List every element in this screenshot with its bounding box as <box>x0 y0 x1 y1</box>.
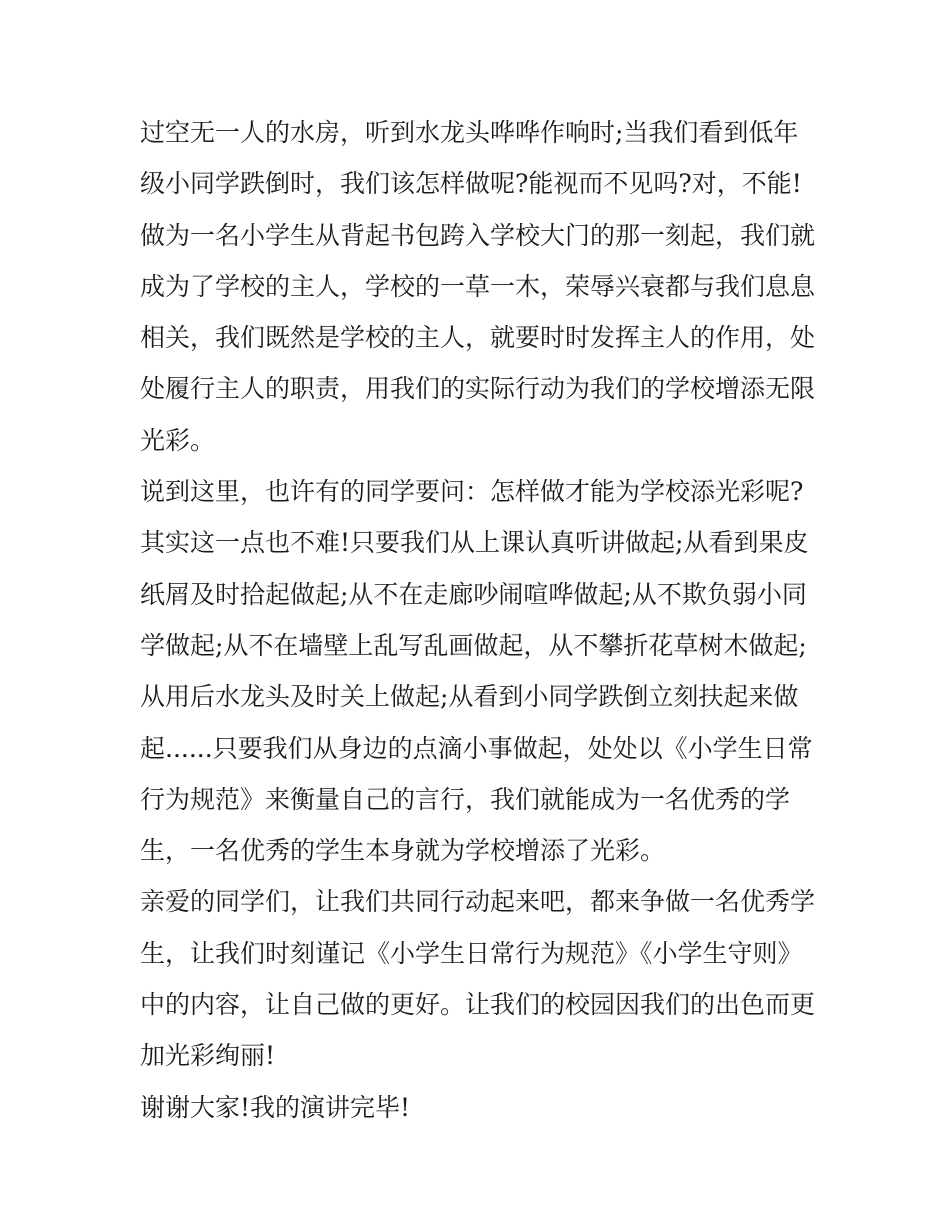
text-line: 光彩。 <box>140 425 216 455</box>
text-line: 其实这一点也不难!只要我们从上课认真听讲做起;从看到果皮 <box>140 528 809 558</box>
text-line: 从用后水龙头及时关上做起;从看到小同学跌倒立刻扶起来做 <box>140 682 799 712</box>
text-line: 成为了学校的主人，学校的一草一木，荣辱兴衰都与我们息息 <box>140 271 816 301</box>
text-line: 亲爱的同学们，让我们共同行动起来吧，都来争做一名优秀学 <box>140 887 816 917</box>
text-line: 做为一名小学生从背起书包跨入学校大门的那一刻起，我们就 <box>140 220 816 250</box>
text-line: 纸屑及时拾起做起;从不在走廊吵闹喧哗做起;从不欺负弱小同 <box>140 579 807 609</box>
text-line: 加光彩绚丽! <box>140 1041 276 1071</box>
text-line: 学做起;从不在墙壁上乱写乱画做起，从不攀折花草树木做起; <box>140 630 807 660</box>
text-line: 过空无一人的水房，听到水龙头哗哗作响时;当我们看到低年 <box>140 118 799 147</box>
text-line: 谢谢大家!我的演讲完毕! <box>140 1092 411 1122</box>
document-body-text <box>140 107 820 1133</box>
text-line: 行为规范》来衡量自己的言行，我们就能成为一名优秀的学 <box>140 784 791 814</box>
text-line: 相关，我们既然是学校的主人，就要时时发挥主人的作用，处 <box>140 323 816 353</box>
text-line: 说到这里，也许有的同学要问：怎样做才能为学校添光彩呢? <box>140 477 804 507</box>
text-line: 级小同学跌倒时，我们该怎样做呢?能视而不见吗?对，不能! <box>140 169 802 199</box>
text-line: 生，一名优秀的学生本身就为学校增添了光彩。 <box>140 836 666 866</box>
text-line: 生，让我们时刻谨记《小学生日常行为规范》《小学生守则》 <box>140 938 803 968</box>
text-line: 中的内容，让自己做的更好。让我们的校园因我们的出色而更 <box>140 990 816 1020</box>
text-line: 处履行主人的职责，用我们的实际行动为我们的学校增添无限 <box>140 374 816 404</box>
text-line: 起......只要我们从身边的点滴小事做起，处处以《小学生日常 <box>140 733 813 763</box>
